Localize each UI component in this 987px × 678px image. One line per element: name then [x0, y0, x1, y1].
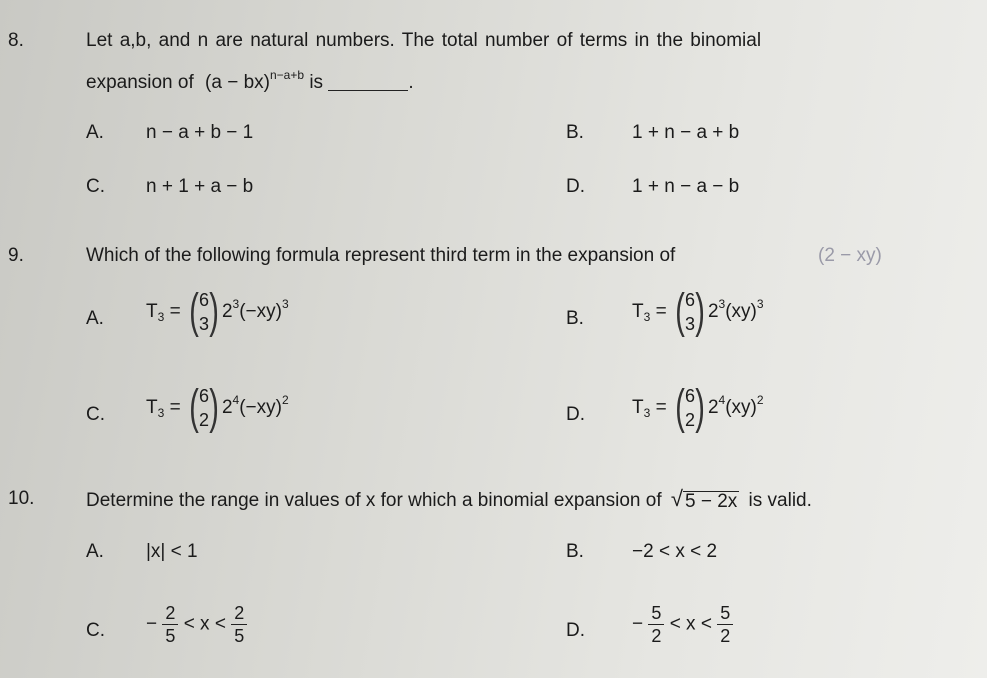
text-prefix: expansion of — [86, 72, 194, 93]
option-label: B. — [566, 308, 584, 329]
option-d[interactable]: 1 + n − a − b — [632, 176, 740, 197]
option-label: C. — [86, 620, 105, 641]
question-number: 9. — [8, 245, 24, 266]
option-label: C. — [86, 176, 105, 197]
text-suffix: is — [309, 72, 324, 93]
option-label: A. — [86, 308, 104, 329]
option-d[interactable]: − $\frac{5}{2}$ < x < $\frac{5}{2}$ — [632, 602, 733, 647]
option-label: A. — [86, 122, 104, 143]
tail-expression: (2 − xy) — [818, 245, 882, 266]
option-a[interactable]: |x| < 1 — [146, 541, 198, 562]
option-c[interactable]: $T_3$ = ( 6 2 ) $2^4(-xy)^2$ — [146, 381, 289, 434]
question-text: Determine the range in values of x for which a binomial expansion of √ 5 − 2x is valid. — [86, 486, 812, 512]
binomial-coefficient: ( 6 2 ) — [189, 381, 219, 434]
binomial-coefficient: ( 6 3 ) — [189, 285, 219, 338]
answer-blank — [328, 72, 408, 91]
option-c[interactable]: n + 1 + a − b — [146, 176, 254, 197]
question-text: Let a,b, and n are natural numbers. The total number of terms in the binomial — [86, 30, 762, 51]
option-label: D. — [566, 620, 585, 641]
question-number: 10. — [8, 488, 35, 509]
option-d[interactable]: $T_3$ = ( 6 2 ) $2^4(xy)^2$ — [632, 381, 764, 434]
option-c[interactable]: − $\frac{2}{5}$ < x < $\frac{2}{5}$ — [146, 602, 247, 647]
option-a[interactable]: $T_3$ = ( 6 3 ) $2^3(-xy)^3$ — [146, 285, 289, 338]
option-b[interactable]: $T_3$ = ( 6 3 ) $2^3(xy)^3$ — [632, 285, 764, 338]
question-text: Which of the following formula represent third term in the expansion of — [86, 245, 676, 266]
option-label: C. — [86, 404, 105, 425]
option-label: B. — [566, 122, 584, 143]
binomial-coefficient: ( 6 3 ) — [675, 285, 705, 338]
option-b[interactable]: −2 < x < 2 — [632, 541, 718, 562]
option-label: B. — [566, 541, 584, 562]
option-a[interactable]: n − a + b − 1 — [146, 122, 254, 143]
square-root-expression: √ 5 − 2x — [670, 486, 738, 512]
option-label: D. — [566, 176, 585, 197]
option-b[interactable]: 1 + n − a + b — [632, 122, 740, 143]
option-label: D. — [566, 404, 585, 425]
question-number: 8. — [8, 30, 24, 51]
option-label: A. — [86, 541, 104, 562]
question-text-line2: expansion of (a − bx)$^{n-a+b}$ is . — [86, 68, 414, 93]
expression: (a − bx)$^{n-a+b}$ — [205, 68, 305, 93]
binomial-coefficient: ( 6 2 ) — [675, 381, 705, 434]
